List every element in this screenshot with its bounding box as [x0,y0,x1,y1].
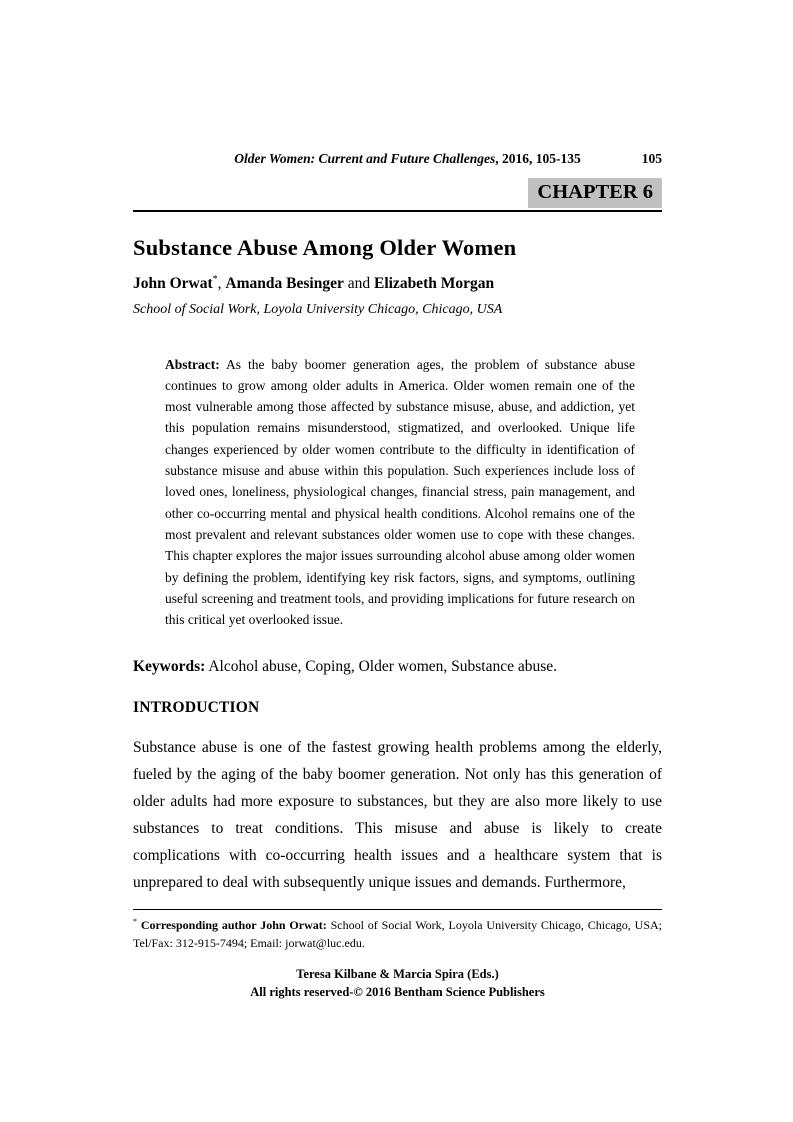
footer-rights: All rights reserved-© 2016 Bentham Science Publishers [250,985,545,1000]
page-number: 105 [641,151,662,166]
footer-editors: Teresa Kilbane & Marcia Spira (Eds.) [296,967,499,982]
abstract-label: Abstract: [165,356,220,372]
footnote [133,909,662,952]
author-separator: , [217,274,226,292]
abstract-text: As the baby boomer generation ages, the problem of substance abuse continues to grow among older adults in America. Older women remain one of the most vulnerable among those affected by substance misuse, abuse, and addiction, yet this population remains misunderstood, stigmatized, and overlooked. Unique life changes experienced by older women contribute to the difficulty in identification of substance misuse and abuse within this population. Such experiences include loss of loved ones, loneliness, physiological changes, financial stress, pain management, and other co-occurring mental and physical health conditions. Alcohol remains one of the most prevalent and relevant substances older women use to cope with these changes. This chapter explores the major issues surrounding alcohol abuse among older women by defining the problem, identifying key risk factors, signs, and symptoms, outlining useful screening and treatment tools, and providing implications for future research on this critical yet overlooked issue. [165,356,635,628]
authors-line [133,275,662,293]
footnote-text: School of Social Work, Loyola University Chicago, Chicago, USA; Tel/Fax: 312-915-7494; Email: jorwat@luc.edu. [133,918,662,951]
author-conjunction: and [343,274,374,292]
chapter-banner [133,178,662,212]
author-1: John Orwat [133,274,213,292]
footnote-mark: * [133,917,137,927]
keywords-text: Alcohol abuse, Coping, Older women, Substance abuse. [208,658,558,676]
running-head [133,150,662,167]
running-head-book-title: Older Women: Current and Future Challenges [234,151,496,166]
footnote-label: Corresponding author John Orwat: [140,918,327,933]
author-2: Amanda Besinger [225,274,344,292]
corresponding-author-mark: * [212,273,218,285]
abstract [165,354,635,631]
affiliation: School of Social Work, Loyola University Chicago, Chicago, USA [133,301,503,317]
keywords-label: Keywords: [133,658,206,676]
page-footer [133,965,662,1001]
running-head-title [133,150,622,167]
running-head-suffix: , 2016, 105-135 [495,151,581,166]
chapter-badge: CHAPTER 6 [528,178,662,208]
keywords-line [133,658,662,676]
introduction-paragraph: Substance abuse is one of the fastest growing health problems among the elderly, fueled by the aging of the baby boomer generation. Not only has this generation of older adults had more exposure to substances, but they are also more likely to use substances to treat conditions. This misuse and abuse is likely to create complications with co-occurring health issues and a healthcare system that is unprepared to deal with subsequently unique issues and demands. Furthermore, [133,739,662,892]
article-title: Substance Abuse Among Older Women [133,234,517,260]
author-3: Elizabeth Morgan [373,274,495,292]
section-heading-introduction: INTRODUCTION [133,699,260,717]
